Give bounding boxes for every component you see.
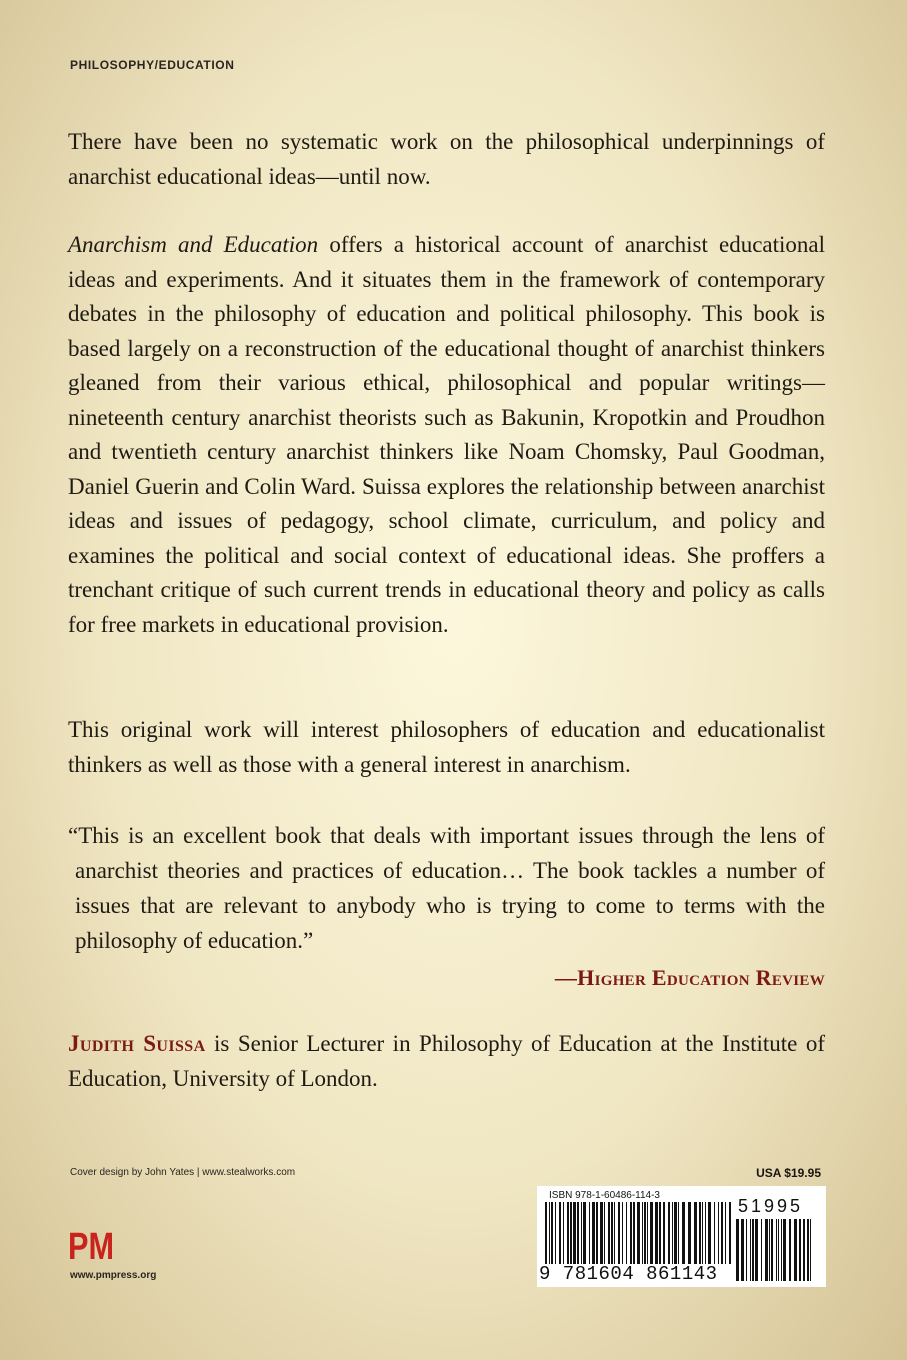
barcode-bar (672, 1202, 673, 1264)
barcode-bar (678, 1202, 679, 1264)
barcode-bar (789, 1219, 791, 1281)
review-quote (68, 818, 825, 995)
barcode-bar (668, 1202, 670, 1264)
barcode-bar (694, 1202, 697, 1264)
barcode-bar (752, 1219, 754, 1281)
barcode-bar (803, 1219, 805, 1281)
barcode-bar (630, 1202, 632, 1264)
barcode-bar (778, 1219, 779, 1281)
barcode-bar (736, 1219, 739, 1281)
author-name: Judith Suissa (68, 1031, 206, 1056)
barcode-bar (626, 1202, 627, 1264)
barcode-bar (637, 1202, 640, 1264)
barcode-bar (702, 1202, 703, 1264)
intro-paragraph: There have been no systematic work on the philosophical underpinnings of anarchist educational ideas—until now. (68, 129, 825, 189)
barcode-bar (755, 1219, 758, 1281)
barcode-bar (783, 1219, 786, 1281)
barcode-bar (741, 1219, 744, 1281)
barcode-bar (622, 1202, 623, 1264)
description-text: offers a historical account of anarchist educational ideas and experiments. And it situates them in the framework of contemporary debates in the philosophy of education and political philosophy. This book is based largely on a reconstruction of the educational thought of anarchist thinkers gleaned from their various ethical, philosophical and popular writings—nineteenth century anarchist theorists such as Bakunin, Kropotkin and Proudhon and twentieth century anarchist thinkers like Noam Chomsky, Paul Goodman, Daniel Guerin and Colin Ward. Suissa explores the relationship between anarchist ideas and issues of pedagogy, school climate, curriculum, and policy and examines the political and social context of educational ideas. She proffers a trenchant critique of such current trends in educational theory and policy as calls for free markets in educational provision. (68, 232, 826, 637)
barcode-bar (807, 1219, 809, 1281)
barcode-bar (600, 1202, 603, 1264)
author-bio-text: is Senior Lecturer in Philosophy of Education at the Institute of Education, University of London. (68, 1031, 826, 1091)
barcode-bar (725, 1202, 726, 1264)
barcode-bar (769, 1219, 770, 1281)
barcode-bar (699, 1202, 701, 1264)
barcode-bar (604, 1202, 605, 1264)
barcode-bar (633, 1202, 635, 1264)
barcode-bar (589, 1202, 590, 1264)
barcode-bar (746, 1219, 747, 1281)
barcode-bar (650, 1202, 653, 1264)
barcode-bar (714, 1202, 715, 1264)
barcode-bar (729, 1202, 731, 1264)
barcode-bar (765, 1219, 768, 1281)
barcode-bar (776, 1219, 777, 1281)
barcode-bar (570, 1202, 572, 1264)
barcode-bar (551, 1202, 553, 1264)
addon-bars (736, 1219, 816, 1281)
barcode-bar (608, 1202, 610, 1264)
barcode-bar (794, 1219, 797, 1281)
isbn-label: ISBN 978-1-60486-114-3 (549, 1190, 660, 1201)
barcode-bar (567, 1202, 569, 1264)
description-paragraph (68, 228, 825, 642)
barcode-bar (618, 1202, 620, 1264)
barcode-bar (781, 1219, 782, 1281)
barcode-bar (682, 1202, 685, 1264)
barcode-bar (581, 1202, 582, 1264)
barcode-bar (721, 1202, 723, 1264)
barcode-bar (614, 1202, 615, 1264)
isbn-barcode (537, 1186, 826, 1287)
review-source: —Higher Education Review (554, 965, 825, 990)
review-quote-text: “This is an excellent book that deals with important issues through the lens of anarchist theories and practices of education… The book tackles a number of issues that are relevant to anybody who is trying to come to terms with the philosophy of education.” (68, 823, 825, 953)
barcode-bar (563, 1202, 564, 1264)
barcode-bar (647, 1202, 648, 1264)
barcode-bar (559, 1202, 561, 1264)
category-label: PHILOSOPHY/EDUCATION (70, 58, 235, 72)
barcode-bar (573, 1202, 576, 1264)
barcode-bar (583, 1202, 586, 1264)
ean-digits: 9 781604 861143 (539, 1263, 718, 1285)
svg-text:PM: PM (68, 1226, 114, 1268)
price-label: USA $19.95 (756, 1166, 821, 1180)
barcode-bar (592, 1202, 595, 1264)
barcode-bar (708, 1202, 711, 1264)
barcode-bar (750, 1219, 751, 1281)
barcode-bar (577, 1202, 579, 1264)
addon-digits: 51995 (738, 1196, 804, 1216)
barcode-bar (545, 1202, 547, 1264)
barcode-bar (549, 1202, 550, 1264)
author-bio (68, 1026, 825, 1096)
barcode-bar (655, 1202, 658, 1264)
publisher-website: www.pmpress.org (70, 1270, 157, 1281)
barcode-bar (663, 1202, 665, 1264)
barcode-bar (688, 1202, 691, 1264)
ean-bars (545, 1202, 733, 1268)
barcode-bar (705, 1202, 706, 1264)
cover-credit: Cover design by John Yates | www.stealworks.com (70, 1167, 296, 1178)
barcode-bar (810, 1219, 811, 1281)
barcode-bar (611, 1202, 613, 1264)
pm-press-logo (68, 1225, 114, 1268)
audience-paragraph: This original work will interest philosophers of education and educationalist thinkers as well as those with a general interest in anarchism. (68, 717, 825, 777)
barcode-bar (674, 1202, 677, 1264)
barcode-bar (642, 1202, 643, 1264)
barcode-bar (771, 1219, 773, 1281)
barcode-bar (555, 1202, 556, 1264)
barcode-bar (644, 1202, 646, 1264)
book-title: Anarchism and Education (68, 232, 319, 257)
barcode-bar (799, 1219, 801, 1281)
barcode-bar (659, 1202, 661, 1264)
barcode-bar (718, 1202, 719, 1264)
barcode-bar (596, 1202, 598, 1264)
barcode-bar (761, 1219, 762, 1281)
